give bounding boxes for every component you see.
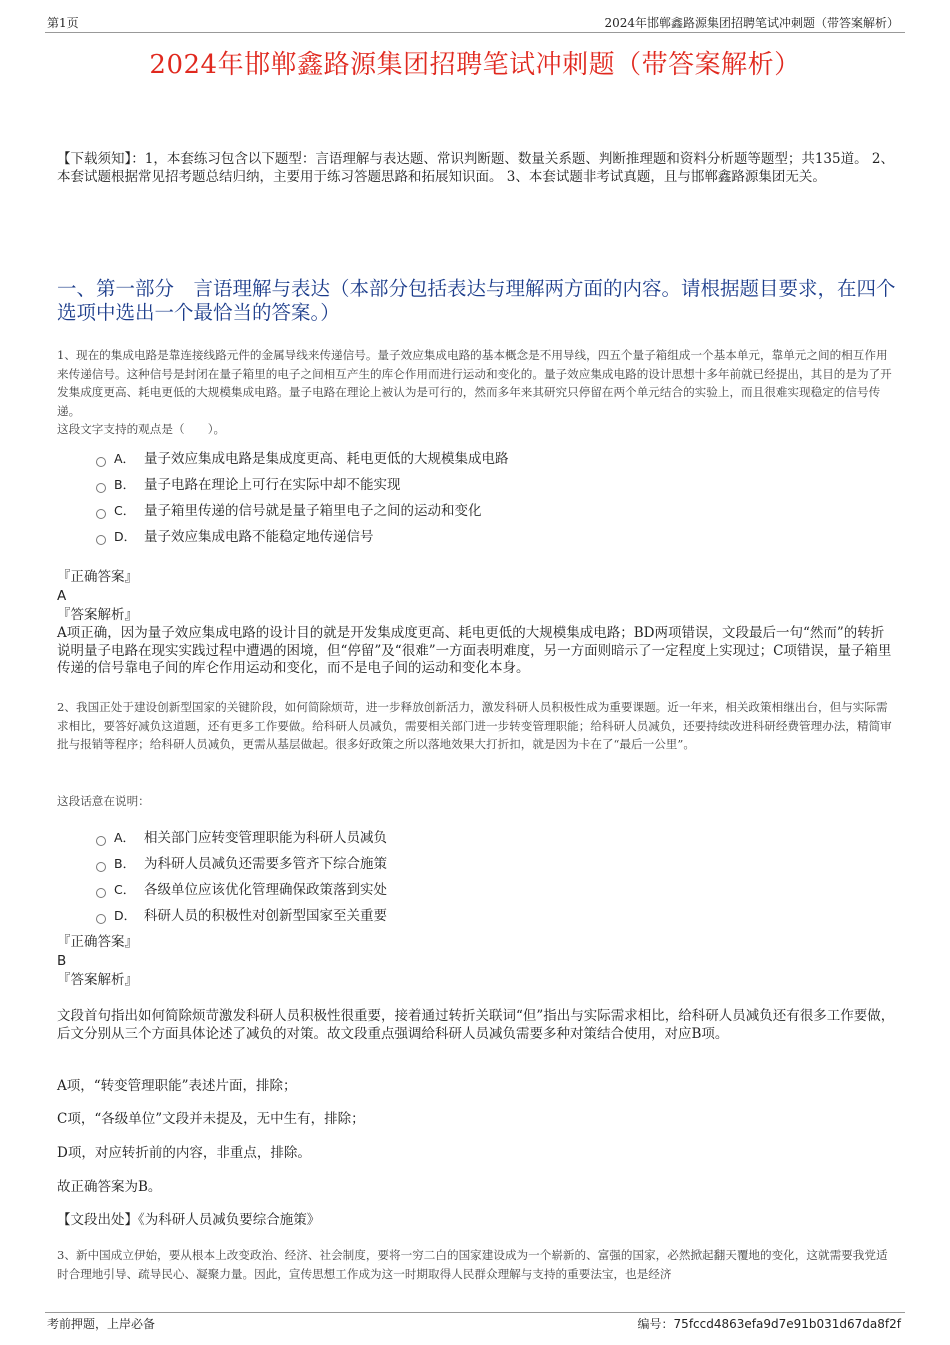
option-c[interactable] — [96, 877, 387, 903]
option-text: 量子箱里传递的信号就是量子箱里电子之间的运动和变化 — [144, 503, 482, 519]
footer-slogan: 考前押题，上岸必备 — [47, 1317, 156, 1331]
question-1-answer-block — [57, 568, 895, 678]
question-3-passage: 3、新中国成立伊始，要从根本上改变政治、经济、社会制度，要将一穷二白的国家建设成为一个崭新的、富强的国家，必然掀起翻天覆地的变化，这就需要我党适时合理地引导、疏导民心、凝聚力量。因此，宣传思想工作成为这一时期取得人民群众理解与支持的重要法宝，也是经济 — [57, 1248, 888, 1281]
option-letter: D． — [114, 908, 137, 923]
option-a[interactable] — [96, 825, 387, 851]
option-a[interactable] — [96, 446, 509, 472]
page-footer — [45, 1312, 905, 1333]
download-notice: 【下载须知】：1，本套练习包含以下题型：言语理解与表达题、常识判断题、数量关系题、判断推理题和资料分析题等题型；共135道。 2、本套试题根据常见招考题总结归纳，主要用于练习答题思路和拓展知识面。 3、本套试题非考试真题，且与邯郸鑫路源集团无关。 — [57, 151, 894, 185]
page-title: 2024年邯郸鑫路源集团招聘笔试冲刺题（带答案解析） — [149, 50, 801, 80]
question-2-analysis-text: 文段首句指出如何简除烦苛激发科研人员积极性很重要，接着通过转折关联词“但”指出与实际需求相比，给科研人员减负还有很多工作要做，后文分别从三个方面具体论述了减负的对策。故文段重点强调给科研人员减负需要多种对策结合使用，对应B项。 — [57, 1008, 895, 1042]
option-letter: A． — [114, 830, 136, 845]
correct-answer: B — [57, 953, 67, 969]
option-text: 量子电路在理论上可行在实际中却不能实现 — [144, 477, 401, 493]
option-letter: B． — [114, 856, 136, 871]
radio-circle-icon[interactable] — [96, 457, 106, 467]
question-1-passage: 1、现在的集成电路是靠连接线路元件的金属导线来传递信号。量子效应集成电路的基本概念是不用导线，四五个量子箱组成一个基本单元，靠单元之间的相互作用来传递信号。这种信号是封闭在量子箱里的电子之间相互产生的库仑作用而进行运动和变化的。量子效应集成电路的设计思想十多年前就已经提出，其目的是为了开发集成度更高、耗电更低的大规模集成电路。量子电路在理论上被认为是可行的，然而多年来其研究只停留在两个单元结合的实验上，而且很难实现稳定的信号传递。 — [57, 348, 892, 418]
option-text: 量子效应集成电路是集成度更高、耗电更低的大规模集成电路 — [144, 451, 509, 467]
radio-circle-icon[interactable] — [96, 862, 106, 872]
radio-circle-icon[interactable] — [96, 836, 106, 846]
radio-circle-icon[interactable] — [96, 535, 106, 545]
analysis-point-d: D项，对应转折前的内容，非重点，排除。 — [57, 1145, 311, 1161]
radio-circle-icon[interactable] — [96, 914, 106, 924]
document-id — [638, 1315, 901, 1332]
radio-circle-icon[interactable] — [96, 483, 106, 493]
question-2-prompt: 这段话意在说明： — [57, 794, 150, 808]
option-letter: C． — [114, 503, 136, 518]
option-text: 相关部门应转变管理职能为科研人员减负 — [144, 830, 387, 846]
option-letter: C． — [114, 882, 136, 897]
radio-circle-icon[interactable] — [96, 509, 106, 519]
question-2-passage: 2、我国正处于建设创新型国家的关键阶段，如何简除烦苛，进一步释放创新活力，激发科研人员积极性成为重要课题。近一年来，相关政策相继出台，但与实际需求相比，要答好减负这道题，还有更多工作要做。给科研人员减负，需要相关部门进一步转变管理职能；给科研人员减负，还要持续改进科研经费管理办法，精简审批与报销等程序；给科研人员减负，更需从基层做起。很多好政策之所以落地效果大打折扣，就是因为卡在了“最后一公里”。 — [57, 700, 892, 751]
option-letter: B． — [114, 477, 136, 492]
option-text: 各级单位应该优化管理确保政策落到实处 — [144, 882, 387, 898]
option-text: 量子效应集成电路不能稳定地传递信号 — [144, 529, 374, 545]
question-3-text — [57, 1246, 895, 1283]
section-heading: 一、第一部分 言语理解与表达（本部分包括表达与理解两方面的内容。请根据题目要求，在四个选项中选出一个最恰当的答案。） — [57, 277, 896, 324]
header-doc-title: 2024年邯郸鑫路源集团招聘笔试冲刺题（带答案解析） — [604, 16, 899, 30]
analysis-point-c: C项，“各级单位”文段并未提及，无中生有，排除； — [57, 1111, 365, 1127]
option-text: 为科研人员减负还需要多管齐下综合施策 — [144, 856, 387, 872]
document-id-label: 编号： — [637, 1317, 674, 1331]
question-2-options — [96, 825, 387, 929]
option-d[interactable] — [96, 903, 387, 929]
option-letter: D． — [114, 529, 137, 544]
option-b[interactable] — [96, 472, 509, 498]
question-2-text — [57, 698, 895, 754]
analysis-text: A项正确，因为量子效应集成电路的设计目的就是开发集成度更高、耗电更低的大规模集成电路；BD两项错误，文段最后一句“然而”的转折说明量子电路在现实实践过程中遭遇的困境，但“停留”及“很难”一方面表明难度，另一方面则暗示了一定程度上实现过；C项错误，量子箱里传递的信号靠电子间的库仑作用运动和变化，而不是电子间的运动和变化本身。 — [57, 625, 892, 676]
option-c[interactable] — [96, 498, 509, 524]
question-1-text — [57, 346, 895, 439]
option-text: 科研人员的积极性对创新型国家至关重要 — [144, 908, 387, 924]
passage-source: 【文段出处】《为科研人员减负要综合施策》 — [57, 1212, 321, 1228]
option-b[interactable] — [96, 851, 387, 877]
analysis-conclusion: 故正确答案为B。 — [57, 1179, 162, 1195]
correct-answer-label: 『正确答案』 — [57, 569, 138, 585]
radio-circle-icon[interactable] — [96, 888, 106, 898]
question-2-answer-block — [57, 933, 895, 990]
analysis-point-a: A项，“转变管理职能”表述片面，排除； — [57, 1078, 297, 1094]
analysis-label: 『答案解析』 — [57, 607, 138, 623]
question-1-options — [96, 446, 509, 550]
analysis-label: 『答案解析』 — [57, 972, 138, 988]
page-header — [45, 12, 905, 33]
option-letter: A． — [114, 451, 136, 466]
document-id-code: 75fccd4863efa9d7e91b031d67da8f2f — [673, 1317, 901, 1331]
correct-answer: A — [57, 588, 67, 604]
option-d[interactable] — [96, 524, 509, 550]
correct-answer-label: 『正确答案』 — [57, 934, 138, 950]
question-1-prompt: 这段文字支持的观点是（ ）。 — [57, 422, 226, 436]
page-number: 第1页 — [47, 16, 79, 30]
